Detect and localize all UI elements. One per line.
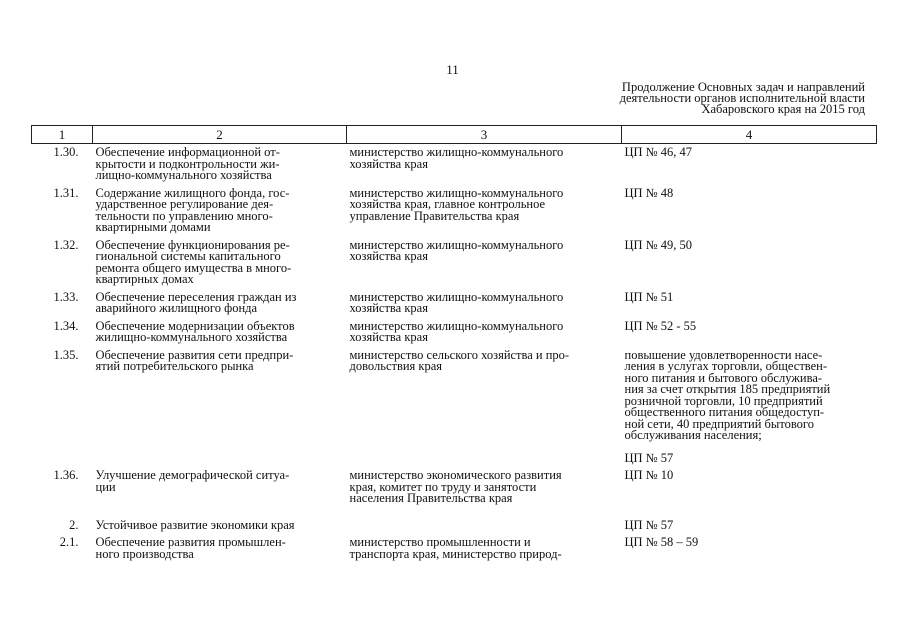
- executor-line: министерство сельского хозяйства и про-: [349, 347, 570, 362]
- task-cell: [93, 289, 347, 318]
- result-line: повышение удовлетворенности насе-: [624, 347, 823, 362]
- result-cell: [622, 318, 877, 347]
- row-number: 2.1.: [59, 535, 79, 549]
- executor-line: управление Правительства края: [349, 208, 520, 223]
- task-line: Обеспечение переселения граждан из: [95, 289, 297, 304]
- task-line: ударственное регулирование дея-: [95, 197, 274, 211]
- table-row: [32, 534, 877, 563]
- task-line: Устойчивое развитие экономики края: [95, 517, 295, 532]
- result-cell: [622, 347, 877, 468]
- task-line: жилищно-коммунального хозяйства: [95, 330, 288, 344]
- row-number: 2.: [69, 517, 79, 532]
- result-line: ЦП № 49, 50: [624, 237, 692, 252]
- page-number: 11: [446, 62, 459, 77]
- task-line: ремонта общего имущества в много-: [95, 260, 292, 275]
- table-row: [32, 347, 877, 468]
- task-line: Обеспечение развития сети предпри-: [95, 347, 294, 362]
- task-line: Обеспечение функционирования ре-: [95, 237, 290, 252]
- task-line: гиональной системы капитального: [95, 249, 281, 263]
- executor-line: хозяйства края: [349, 330, 428, 344]
- tasks-table: [31, 125, 877, 563]
- row-number: 1.35.: [53, 347, 79, 362]
- result-cell: [622, 144, 877, 185]
- continuation-line: Продолжение Основных задач и направлений: [621, 80, 865, 94]
- task-cell: [93, 185, 347, 237]
- executor-line: хозяйства края, главное контрольное: [349, 197, 546, 211]
- continuation-line: деятельности органов исполнительной власти: [619, 91, 865, 105]
- column-header: 4: [622, 126, 877, 144]
- executor-line: министерство жилищно-коммунального: [349, 318, 564, 333]
- executor-cell: [347, 237, 622, 289]
- executor-line: края, комитет по труду и занятости: [349, 479, 537, 494]
- row-number: 1.33.: [53, 289, 79, 304]
- continuation-line: Хабаровского края на 2015 год: [701, 102, 865, 116]
- task-cell: [93, 237, 347, 289]
- row-number: 1.30.: [53, 145, 79, 159]
- row-number: 1.34.: [53, 318, 79, 333]
- task-line: лищно-коммунального хозяйства: [95, 168, 272, 182]
- task-line: Обеспечение модернизации объектов: [95, 318, 295, 333]
- result-line: ЦП № 10: [624, 468, 674, 482]
- continuation-heading: [620, 82, 865, 115]
- executor-cell: [347, 318, 622, 347]
- executor-line: населения Правительства края: [349, 491, 513, 505]
- result-line: ния за счет открытия 185 предприятий: [624, 382, 831, 396]
- result-line: ной сети, 40 предприятий бытового: [624, 416, 814, 431]
- result-line: ЦП № 46, 47: [624, 145, 692, 159]
- executor-line: хозяйства края: [349, 249, 428, 263]
- result-line: ления в услугах торговли, обществен-: [624, 359, 828, 373]
- column-header: 1: [32, 126, 93, 144]
- task-line: Обеспечение информационной от-: [95, 145, 280, 159]
- table-row: [32, 185, 877, 237]
- executor-cell: [347, 508, 622, 535]
- result-cell: [622, 237, 877, 289]
- executor-line: министерство экономического развития: [349, 468, 562, 482]
- executor-line: довольствия края: [349, 359, 443, 373]
- task-cell: [93, 144, 347, 185]
- result-line: ЦП № 48: [624, 185, 674, 200]
- executor-cell: [347, 467, 622, 508]
- task-cell: [93, 534, 347, 563]
- table-row: [32, 508, 877, 535]
- row-number: 1.32.: [53, 237, 79, 252]
- result-line: ЦП № 57: [624, 517, 674, 532]
- result-extra: ЦП № 57: [624, 450, 674, 465]
- table-row: [32, 237, 877, 289]
- task-cell: [93, 318, 347, 347]
- task-cell: [93, 467, 347, 508]
- result-cell: [622, 289, 877, 318]
- table-row: [32, 467, 877, 508]
- table-row: [32, 318, 877, 347]
- result-cell: [622, 534, 877, 563]
- result-cell: [622, 467, 877, 508]
- task-line: ции: [95, 479, 116, 494]
- executor-cell: [347, 289, 622, 318]
- result-line: ЦП № 52 - 55: [624, 318, 697, 333]
- task-line: Содержание жилищного фонда, гос-: [95, 185, 290, 200]
- table-row: [32, 289, 877, 318]
- task-cell: [93, 508, 347, 535]
- executor-cell: [347, 185, 622, 237]
- executor-cell: [347, 534, 622, 563]
- task-line: Обеспечение развития промышлен-: [95, 535, 286, 549]
- task-line: Улучшение демографической ситуа-: [95, 468, 290, 482]
- result-line: ного питания и бытового обслужива-: [624, 370, 823, 385]
- column-header: 2: [93, 126, 347, 144]
- executor-line: министерство жилищно-коммунального: [349, 145, 564, 159]
- table-body: [32, 144, 877, 564]
- task-line: тельности по управлению много-: [95, 208, 273, 223]
- result-cell: [622, 508, 877, 535]
- result-cell: [622, 185, 877, 237]
- executor-line: транспорта края, министерство природ-: [349, 546, 562, 561]
- executor-line: хозяйства края: [349, 301, 428, 315]
- result-line: ЦП № 51: [624, 289, 674, 304]
- result-line: обслуживания населения;: [624, 428, 762, 442]
- executor-cell: [347, 144, 622, 185]
- task-line: ятий потребительского рынка: [95, 359, 254, 373]
- executor-cell: [347, 347, 622, 468]
- table-row: [32, 144, 877, 185]
- task-line: квартирными домами: [95, 220, 211, 234]
- task-line: ного производства: [95, 546, 194, 561]
- task-line: аварийного жилищного фонда: [95, 301, 258, 315]
- executor-line: министерство жилищно-коммунального: [349, 185, 564, 200]
- executor-line: хозяйства края: [349, 156, 428, 171]
- table-header-row: [32, 126, 877, 144]
- executor-line: министерство промышленности и: [349, 535, 531, 549]
- result-line: ЦП № 58 – 59: [624, 535, 699, 549]
- result-line: общественного питания общедоступ-: [624, 405, 825, 419]
- task-line: квартирных домах: [95, 272, 194, 286]
- column-header: 3: [347, 126, 622, 144]
- row-number: 1.31.: [53, 185, 79, 200]
- task-cell: [93, 347, 347, 468]
- row-number: 1.36.: [53, 468, 79, 482]
- executor-line: министерство жилищно-коммунального: [349, 289, 564, 304]
- executor-line: министерство жилищно-коммунального: [349, 237, 564, 252]
- result-line: розничной торговли, 10 предприятий: [624, 393, 823, 408]
- task-line: крытости и подконтрольности жи-: [95, 156, 280, 171]
